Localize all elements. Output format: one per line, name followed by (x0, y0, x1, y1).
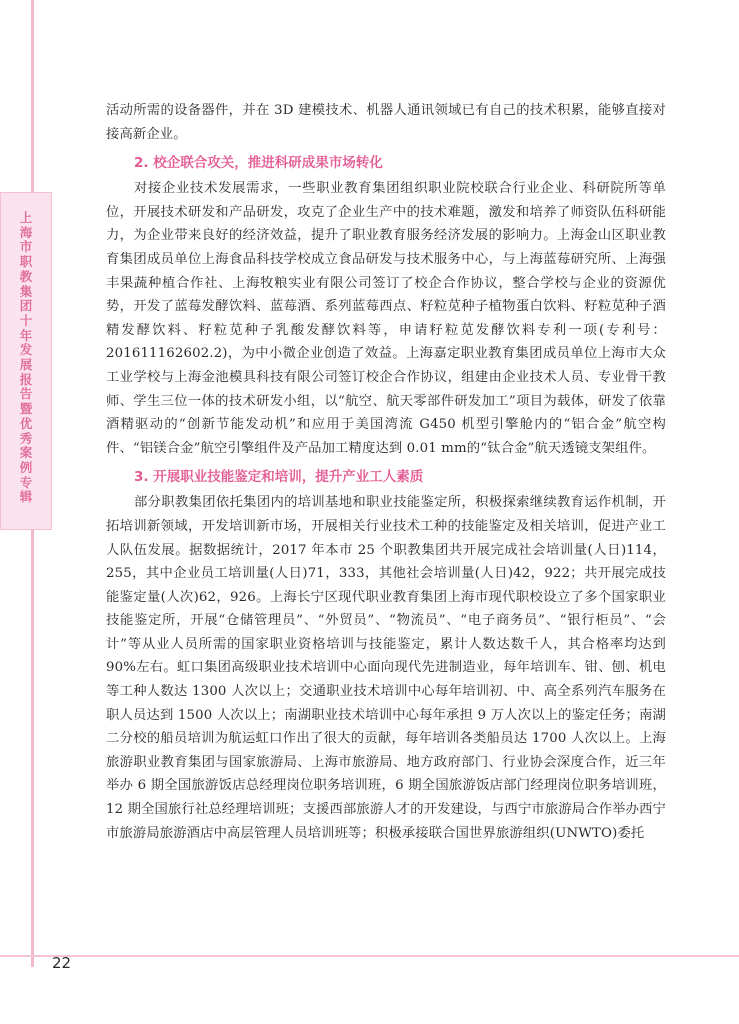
side-tab-title (20, 211, 33, 505)
side-tab-char: 专 (19, 474, 33, 490)
footer-rule (0, 955, 739, 957)
side-tab-char: 海 (19, 224, 33, 240)
side-tab-char: 展 (19, 357, 33, 373)
side-tab-char: 教 (19, 268, 33, 284)
paragraph-section-3: 部分职教集团依托集团内的培训基地和职业技能鉴定所，积极探索继续教育运作机制，开拓培训新领域，开发培训新市场，开展相关行业技术工种的技能鉴定及相关培训，促进产业工人队伍发展。据数据统计，2017 年本市 25 个职教集团共开展完成社会培训量(人日)114，255，其中企业员工培训量(人日)71，333，其他社会培训量(人日)42，922；共开展完成技能鉴定量(人次)62，926。上海长宁区现代职业教育集团上海市现代职校设立了多个国家职业技能鉴定所，开展“仓储管理员”、“外贸员”、“物流员”、“电子商务员”、“银行柜员”、“会计”等从业人员所需的国家职业资格培训与技能鉴定，累计人数达数千人，其合格率均达到 90%左右。虹口集团高级职业技术培训中心面向现代先进制造业，每年培训车、钳、刨、机电等工种人数达 1300 人次以上；交通职业技术培训中心每年培训初、中、高全系列汽车服务在职人员达到 1500 人次以上；南湖职业技术培训中心每年承担 9 万人次以上的鉴定任务；南湖二分校的船员培训为航运虹口作出了很大的贡献，每年培训各类船员达 1700 人次以上。上海旅游职业教育集团与国家旅游局、上海市旅游局、地方政府部门、行业协会深度合作，近三年举办 6 期全国旅游饭店总经理岗位职务培训班，6 期全国旅游饭店部门经理岗位职务培训班，12 期全国旅行社总经理培训班；支援西部旅游人才的开发建设，与西宁市旅游局合作举办西宁市旅游局旅游酒店中高层管理人员培训班等；积极承接联合国世界旅游组织(UNWTO)委托 (106, 495, 666, 841)
side-tab-char: 辑 (19, 489, 33, 505)
side-tab-char: 告 (19, 386, 33, 402)
side-tab-char: 秀 (19, 430, 33, 446)
side-tab-char: 市 (19, 239, 33, 255)
paragraph-section-2: 对接企业技术发展需求，一些职业教育集团组织职业院校联合行业企业、科研院所等单位，开展技术研发和产品研发，攻克了企业生产中的技术难题，激发和培养了师资队伍科研能力，为企业带来良好的经济效益，提升了职业教育服务经济发展的影响力。上海金山区职业教育集团成员单位上海食品科技学校成立食品研发与技术服务中心，与上海蓝莓研究所、上海强丰果蔬种植合作社、上海牧粮实业有限公司签订了校企合作协议，整合学校与企业的资源优势，开发了蓝莓发酵饮料、蓝莓酒、系列蓝莓西点、籽粒苋种子植物蛋白饮料、籽粒苋种子酒精发酵饮料、籽粒苋种子乳酸发酵饮料等，申请籽粒苋发酵饮料专利一项(专利号：201611162602.2)，为中小微企业创造了效益。上海嘉定职业教育集团成员单位上海市大众工业学校与上海金池模具科技有限公司签订校企合作协议，组建由企业技术人员、专业骨干教师、学生三位一体的技术研发小组，以“航空、航天零部件研发加工”项目为载体，研发了依靠酒精驱动的“创新节能发动机”和应用于美国湾流 G450 机型引擎舱内的“铝合金”航空构件、“铝镁合金”航空引擎组件及产品加工精度达到 0.01 mm的“钛合金”航天透镜支架组件。 (106, 181, 666, 456)
paragraph-continuation: 活动所需的设备器件，并在 3D 建模技术、机器人通讯领域已有自己的技术积累，能够直接对接高新企业。 (106, 103, 666, 142)
side-tab-char: 上 (19, 210, 33, 225)
side-tab-char: 案 (19, 445, 33, 461)
page-number: 22 (52, 954, 72, 972)
page-body (106, 99, 666, 845)
side-tab-char: 例 (19, 459, 33, 475)
side-tab-char: 优 (19, 415, 33, 431)
side-tab-char: 集 (19, 283, 33, 299)
side-tab-char: 十 (19, 312, 33, 328)
section-heading-3: 3. 开展职业技能鉴定和培训，提升产业工人素质 (134, 469, 424, 486)
side-tab-char: 报 (19, 371, 33, 387)
side-tab-char: 年 (19, 327, 33, 343)
side-tab-char: 发 (19, 342, 33, 358)
side-tab-char: 职 (19, 254, 33, 270)
side-tab-char: 团 (19, 298, 33, 314)
section-heading-2: 2. 校企联合攻关，推进科研成果市场转化 (134, 155, 383, 172)
side-tab-char: 暨 (19, 401, 33, 417)
side-tab (0, 192, 52, 530)
